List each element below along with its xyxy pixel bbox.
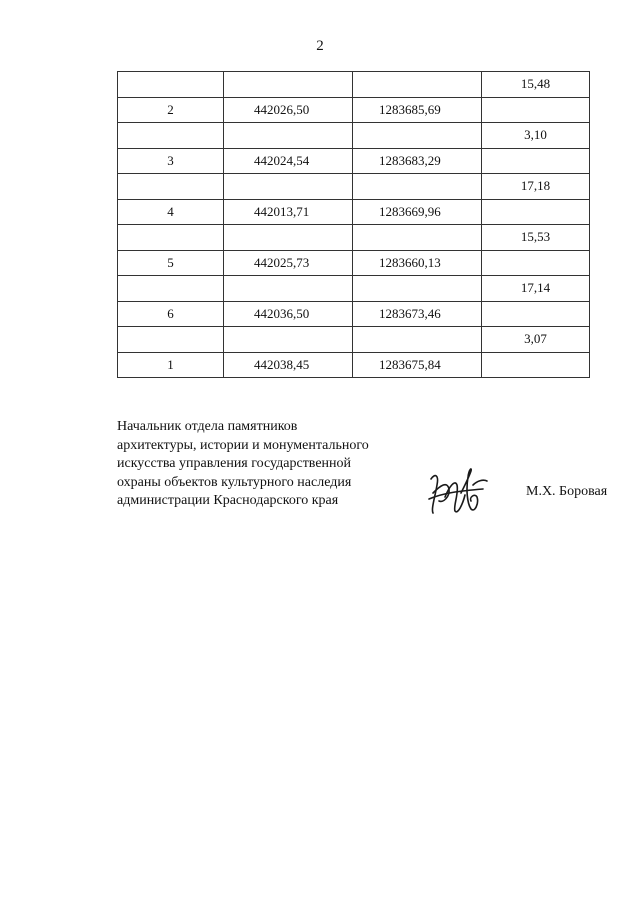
x-coordinate-cell xyxy=(224,225,353,251)
point-number-cell xyxy=(118,174,224,200)
point-number-cell: 2 xyxy=(118,97,224,123)
x-coordinate-cell xyxy=(224,327,353,353)
x-coordinate-cell xyxy=(224,72,353,98)
x-coordinate-cell: 442026,50 xyxy=(224,97,353,123)
y-coordinate-cell: 1283685,69 xyxy=(353,97,482,123)
segment-length-cell xyxy=(482,352,590,378)
segment-length-cell: 17,18 xyxy=(482,174,590,200)
position-line: охраны объектов культурного наследия xyxy=(117,474,352,490)
position-line: искусства управления государственной xyxy=(117,456,352,471)
point-number-cell xyxy=(118,123,224,149)
y-coordinate-cell xyxy=(353,123,482,149)
x-coordinate-cell: 442013,71 xyxy=(224,199,353,225)
table-row xyxy=(118,352,590,378)
y-coordinate-cell: 1283660,13 xyxy=(353,250,482,276)
point-number-cell: 6 xyxy=(118,301,224,327)
table-row xyxy=(118,301,590,327)
segment-length-cell xyxy=(482,199,590,225)
signer-name: М.Х. Боровая xyxy=(526,484,608,499)
table-row xyxy=(118,225,590,251)
y-coordinate-cell xyxy=(353,276,482,302)
segment-length-cell xyxy=(482,97,590,123)
y-coordinate-cell: 1283675,84 xyxy=(353,352,482,378)
segment-length-cell xyxy=(482,250,590,276)
x-coordinate-cell xyxy=(224,123,353,149)
coordinates-table xyxy=(117,71,590,378)
point-number-cell: 3 xyxy=(118,148,224,174)
y-coordinate-cell: 1283669,96 xyxy=(353,199,482,225)
table-row xyxy=(118,276,590,302)
table-row xyxy=(118,148,590,174)
y-coordinate-cell xyxy=(353,225,482,251)
y-coordinate-cell xyxy=(353,327,482,353)
segment-length-cell: 15,48 xyxy=(482,72,590,98)
point-number-cell xyxy=(118,276,224,302)
x-coordinate-cell xyxy=(224,174,353,200)
y-coordinate-cell: 1283683,29 xyxy=(353,148,482,174)
y-coordinate-cell xyxy=(353,72,482,98)
y-coordinate-cell: 1283673,46 xyxy=(353,301,482,327)
point-number-cell: 4 xyxy=(118,199,224,225)
x-coordinate-cell: 442025,73 xyxy=(224,250,353,276)
x-coordinate-cell: 442038,45 xyxy=(224,352,353,378)
coordinates-table-body xyxy=(118,72,590,378)
signatory-position xyxy=(117,418,387,511)
point-number-cell: 5 xyxy=(118,250,224,276)
table-row xyxy=(118,72,590,98)
point-number-cell xyxy=(118,225,224,251)
page-number: 2 xyxy=(316,38,324,54)
x-coordinate-cell: 442036,50 xyxy=(224,301,353,327)
table-row xyxy=(118,199,590,225)
handwritten-signature xyxy=(425,463,491,521)
x-coordinate-cell xyxy=(224,276,353,302)
position-line: администрации Краснодарского края xyxy=(117,493,339,508)
segment-length-cell: 17,14 xyxy=(482,276,590,302)
point-number-cell xyxy=(118,72,224,98)
y-coordinate-cell xyxy=(353,174,482,200)
segment-length-cell xyxy=(482,301,590,327)
position-line: Начальник отдела памятников xyxy=(117,419,298,434)
table-row xyxy=(118,327,590,353)
x-coordinate-cell: 442024,54 xyxy=(224,148,353,174)
table-row xyxy=(118,174,590,200)
position-line: архитектуры, истории и монументального xyxy=(117,437,369,453)
segment-length-cell: 3,07 xyxy=(482,327,590,353)
segment-length-cell: 15,53 xyxy=(482,225,590,251)
point-number-cell xyxy=(118,327,224,353)
table-row xyxy=(118,123,590,149)
point-number-cell: 1 xyxy=(118,352,224,378)
segment-length-cell xyxy=(482,148,590,174)
segment-length-cell: 3,10 xyxy=(482,123,590,149)
table-row xyxy=(118,97,590,123)
table-row xyxy=(118,250,590,276)
